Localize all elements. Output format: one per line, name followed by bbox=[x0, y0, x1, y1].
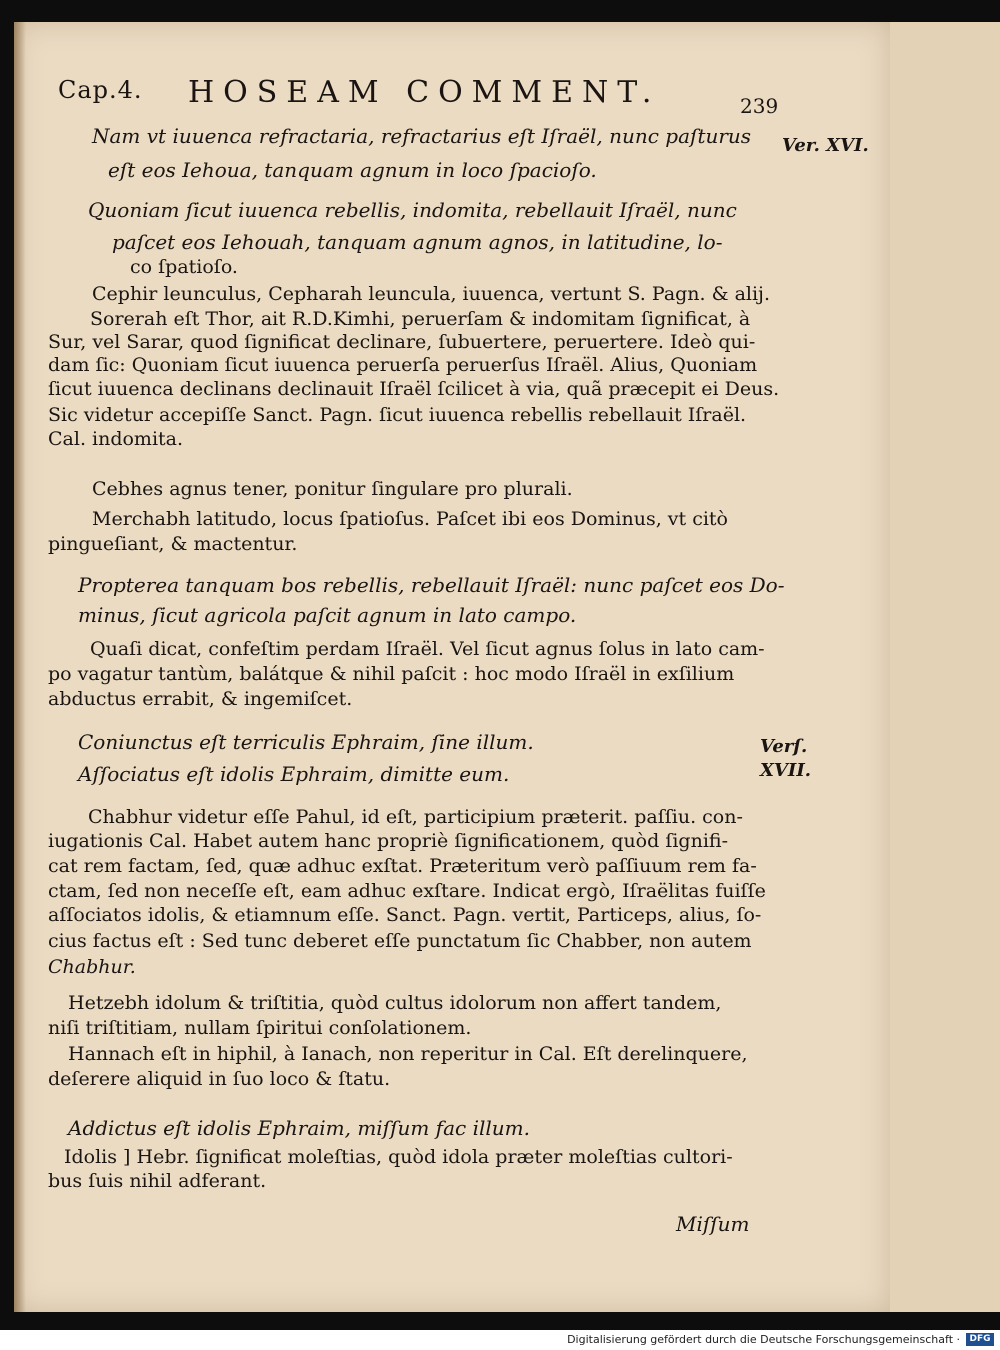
text-line: cat rem factam, ſed, quæ adhuc exſtat. Præteritum verò paſſiuum rem fa- bbox=[48, 855, 757, 877]
text-line: Merchabh latitudo, locus ſpatioſus. Paſcet ibi eos Dominus, vt citò bbox=[92, 508, 728, 530]
text-line: Sorerah eſt Thor, ait R.D.Kimhi, peruerſam & indomitam ſignificat, à bbox=[90, 308, 751, 330]
text-line: abductus errabit, & ingemiſcet. bbox=[48, 688, 353, 710]
text-line: Quoniam ſicut iuuenca rebellis, indomita, rebellauit Iſraël, nunc bbox=[88, 198, 737, 222]
text-line: bus ſuis nihil adferant. bbox=[48, 1170, 267, 1192]
text-line: Cephir leunculus, Cepharah leuncula, iuuenca, vertunt S. Pagn. & alij. bbox=[92, 283, 770, 305]
dfg-logo-icon[interactable]: DFG bbox=[966, 1333, 994, 1346]
text-line: Chabhur videtur eſſe Pahul, id eſt, participium præterit. paſſiu. con- bbox=[88, 806, 743, 828]
text-line: niſi triſtitiam, nullam ſpiritui conſolationem. bbox=[48, 1017, 472, 1039]
text-line: Cebhes agnus tener, ponitur ſingulare pro plurali. bbox=[92, 478, 573, 500]
funding-credit: Digitalisierung gefördert durch die Deutsche Forschungsgemeinschaft · bbox=[567, 1333, 960, 1346]
footer-bar bbox=[0, 1330, 1000, 1350]
page-number: 239 bbox=[740, 94, 779, 118]
running-title: HOSEAM COMMENT. bbox=[188, 75, 661, 110]
text-line: po vagatur tantùm, balátque & nihil paſcit : hoc modo Iſraël in exſilium bbox=[48, 663, 735, 685]
text-line: Propterea tanquam bos rebellis, rebellauit Iſraël: nunc paſcet eos Do- bbox=[78, 573, 785, 597]
text-line: ſicut iuuenca declinans declinauit Iſraël ſcilicet à via, quã præcepit ei Deus. bbox=[48, 378, 780, 400]
text-line: deſerere aliquid in ſuo loco & ſtatu. bbox=[48, 1068, 391, 1090]
chapter-label: Cap.4. bbox=[58, 76, 143, 104]
text-line: dam ſic: Quoniam ſicut iuuenca peruerſa peruerſus Iſraël. Alius, Quoniam bbox=[48, 354, 758, 376]
text-line: Idolis ] Hebr. ſignificat moleſtias, quòd idola præter moleſtias cultori- bbox=[64, 1146, 733, 1168]
text-line: Quaſi dicat, confeſtim perdam Iſraël. Vel ſicut agnus ſolus in lato cam- bbox=[90, 638, 765, 660]
text-line: eſt eos Iehoua, tanquam agnum in loco ſpacioſo. bbox=[108, 158, 597, 182]
text-line: cius factus eſt : Sed tunc deberet eſſe punctatum ſic Chabber, non autem bbox=[48, 930, 752, 952]
gutter-shadow bbox=[14, 22, 26, 1312]
catchword: Miſſum bbox=[676, 1212, 750, 1236]
text-line: Nam vt iuuenca refractaria, refractarius eſt Iſraël, nunc paſturus bbox=[92, 124, 752, 148]
text-line: iugationis Cal. Habet autem hanc propriè ſignificationem, quòd ſignifi- bbox=[48, 830, 729, 852]
margin-note-verse-17-number: XVII. bbox=[760, 760, 812, 781]
text-line: minus, ſicut agricola paſcit agnum in lato campo. bbox=[78, 603, 577, 627]
text-line: pingueſiant, & mactentur. bbox=[48, 533, 298, 555]
text-line: Aſſociatus eſt idolis Ephraim, dimitte eum. bbox=[78, 762, 510, 786]
text-line: Chabhur. bbox=[48, 956, 136, 978]
text-line: Hannach eſt in hiphil, à Ianach, non reperitur in Cal. Eſt derelinquere, bbox=[68, 1043, 748, 1065]
text-line: Coniunctus eſt terriculis Ephraim, ſine illum. bbox=[78, 730, 534, 754]
text-line: aſſociatos idolis, & etiamnum eſſe. Sanct. Pagn. vertit, Particeps, alius, ſo- bbox=[48, 904, 762, 926]
margin-note-verse-17-label: Verſ. bbox=[760, 736, 808, 757]
text-line: ctam, ſed non neceſſe eſt, eam adhuc exſtare. Indicat ergò, Iſraëlitas fuiſſe bbox=[48, 880, 766, 902]
text-line: Hetzebh idolum & triſtitia, quòd cultus idolorum non affert tandem, bbox=[68, 992, 722, 1014]
page-margin-strip bbox=[890, 22, 1000, 1312]
text-line: Sic videtur accepiſſe Sanct. Pagn. ſicut iuuenca rebellis rebellauit Iſraël. bbox=[48, 404, 747, 426]
margin-note-verse-16: Ver. XVI. bbox=[782, 135, 869, 156]
text-line: Cal. indomita. bbox=[48, 428, 184, 450]
text-line: Sur, vel Sarar, quod ſignificat declinare, ſubuertere, peruertere. Ideò qui- bbox=[48, 331, 756, 353]
text-line: co ſpatioſo. bbox=[130, 256, 238, 278]
text-line: Addictus eſt idolis Ephraim, miſſum fac illum. bbox=[68, 1116, 530, 1140]
text-line: paſcet eos Iehouah, tanquam agnum agnos, in latitudine, lo- bbox=[112, 230, 723, 254]
